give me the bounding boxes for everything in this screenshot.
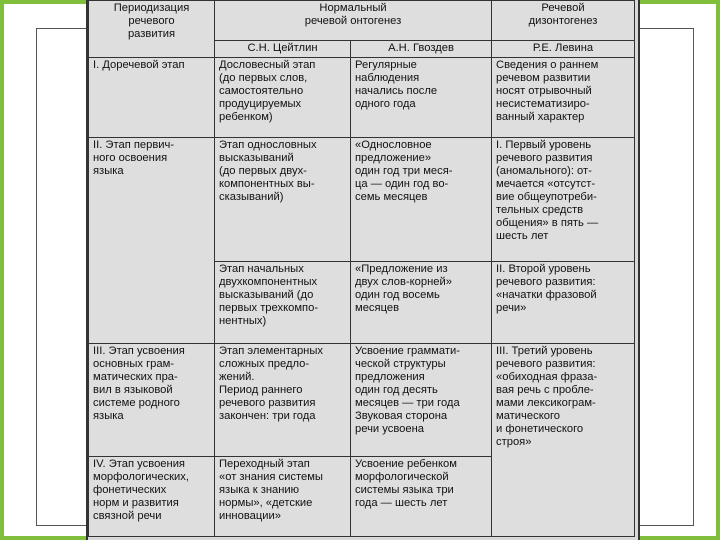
header-periodization: Периодизация речевого развития	[89, 1, 215, 58]
header-normal-ontogenesis: Нормальный речевой онтогенез	[215, 1, 492, 41]
tseitlin-cell: Переходный этап «от знания системы языка к знанию нормы», «детские инновации»	[215, 457, 351, 537]
table-row	[89, 138, 635, 262]
tseitlin-cell: Дословесный этап (до первых слов, самостоятельно продуцируемых ребенком)	[215, 58, 351, 138]
table-row	[89, 344, 635, 457]
header-author-tseitlin: С.Н. Цейтлин	[215, 41, 351, 58]
header-author-levina: Р.Е. Левина	[492, 41, 635, 58]
speech-development-table	[88, 0, 635, 537]
tseitlin-cell: Этап элементарных сложных предло- жений. Период раннего речевого развития закончен: три года	[215, 344, 351, 457]
gvozdev-cell: Регулярные наблюдения начались после одного года	[351, 58, 492, 138]
header-row-top	[89, 1, 635, 41]
tseitlin-cell: Этап однословных высказываний (до первых двух- компонентных вы- сказываний)	[215, 138, 351, 262]
header-author-gvozdev: А.Н. Гвоздев	[351, 41, 492, 58]
gvozdev-cell: «Предложение из двух слов-корней» один год восемь месяцев	[351, 262, 492, 344]
period-cell: IV. Этап усвоения морфологических, фонетических норм и развития связной речи	[89, 457, 215, 537]
tseitlin-cell: Этап начальных двухкомпонентных высказываний (до первых трехкомпо- нентных)	[215, 262, 351, 344]
gvozdev-cell: Усвоение ребенком морфологической системы языка три года — шесть лет	[351, 457, 492, 537]
period-cell: III. Этап усвоения основных грам- матических пра- вил в языковой системе родного языка	[89, 344, 215, 457]
table-container	[86, 0, 640, 540]
levina-cell: Сведения о раннем речевом развитии носят отрывочный несистематизиро- ванный характер	[492, 58, 635, 138]
gvozdev-cell: Усвоение граммати- ческой структуры предложения один год десять месяцев — три года Звуковая сторона речи усвоена	[351, 344, 492, 457]
period-cell: I. Доречевой этап	[89, 58, 215, 138]
period-cell: II. Этап первич- ного освоения языка	[89, 138, 215, 344]
levina-cell: III. Третий уровень речевого развития: «обиходная фраза- вая речь с пробле- мами лексикограм- матического и фонетического строя»	[492, 344, 635, 537]
levina-cell: I. Первый уровень речевого развития (аномального): от- мечается «отсутст- вие общеупотреби- тельных средств общения» в пять — шесть лет	[492, 138, 635, 262]
table-row	[89, 58, 635, 138]
header-speech-dysontogenesis: Речевой дизонтогенез	[492, 1, 635, 41]
gvozdev-cell: «Однословное предложение» один год три меся- ца — один год во- семь месяцев	[351, 138, 492, 262]
levina-cell: II. Второй уровень речевого развития: «начатки фразовой речи»	[492, 262, 635, 344]
